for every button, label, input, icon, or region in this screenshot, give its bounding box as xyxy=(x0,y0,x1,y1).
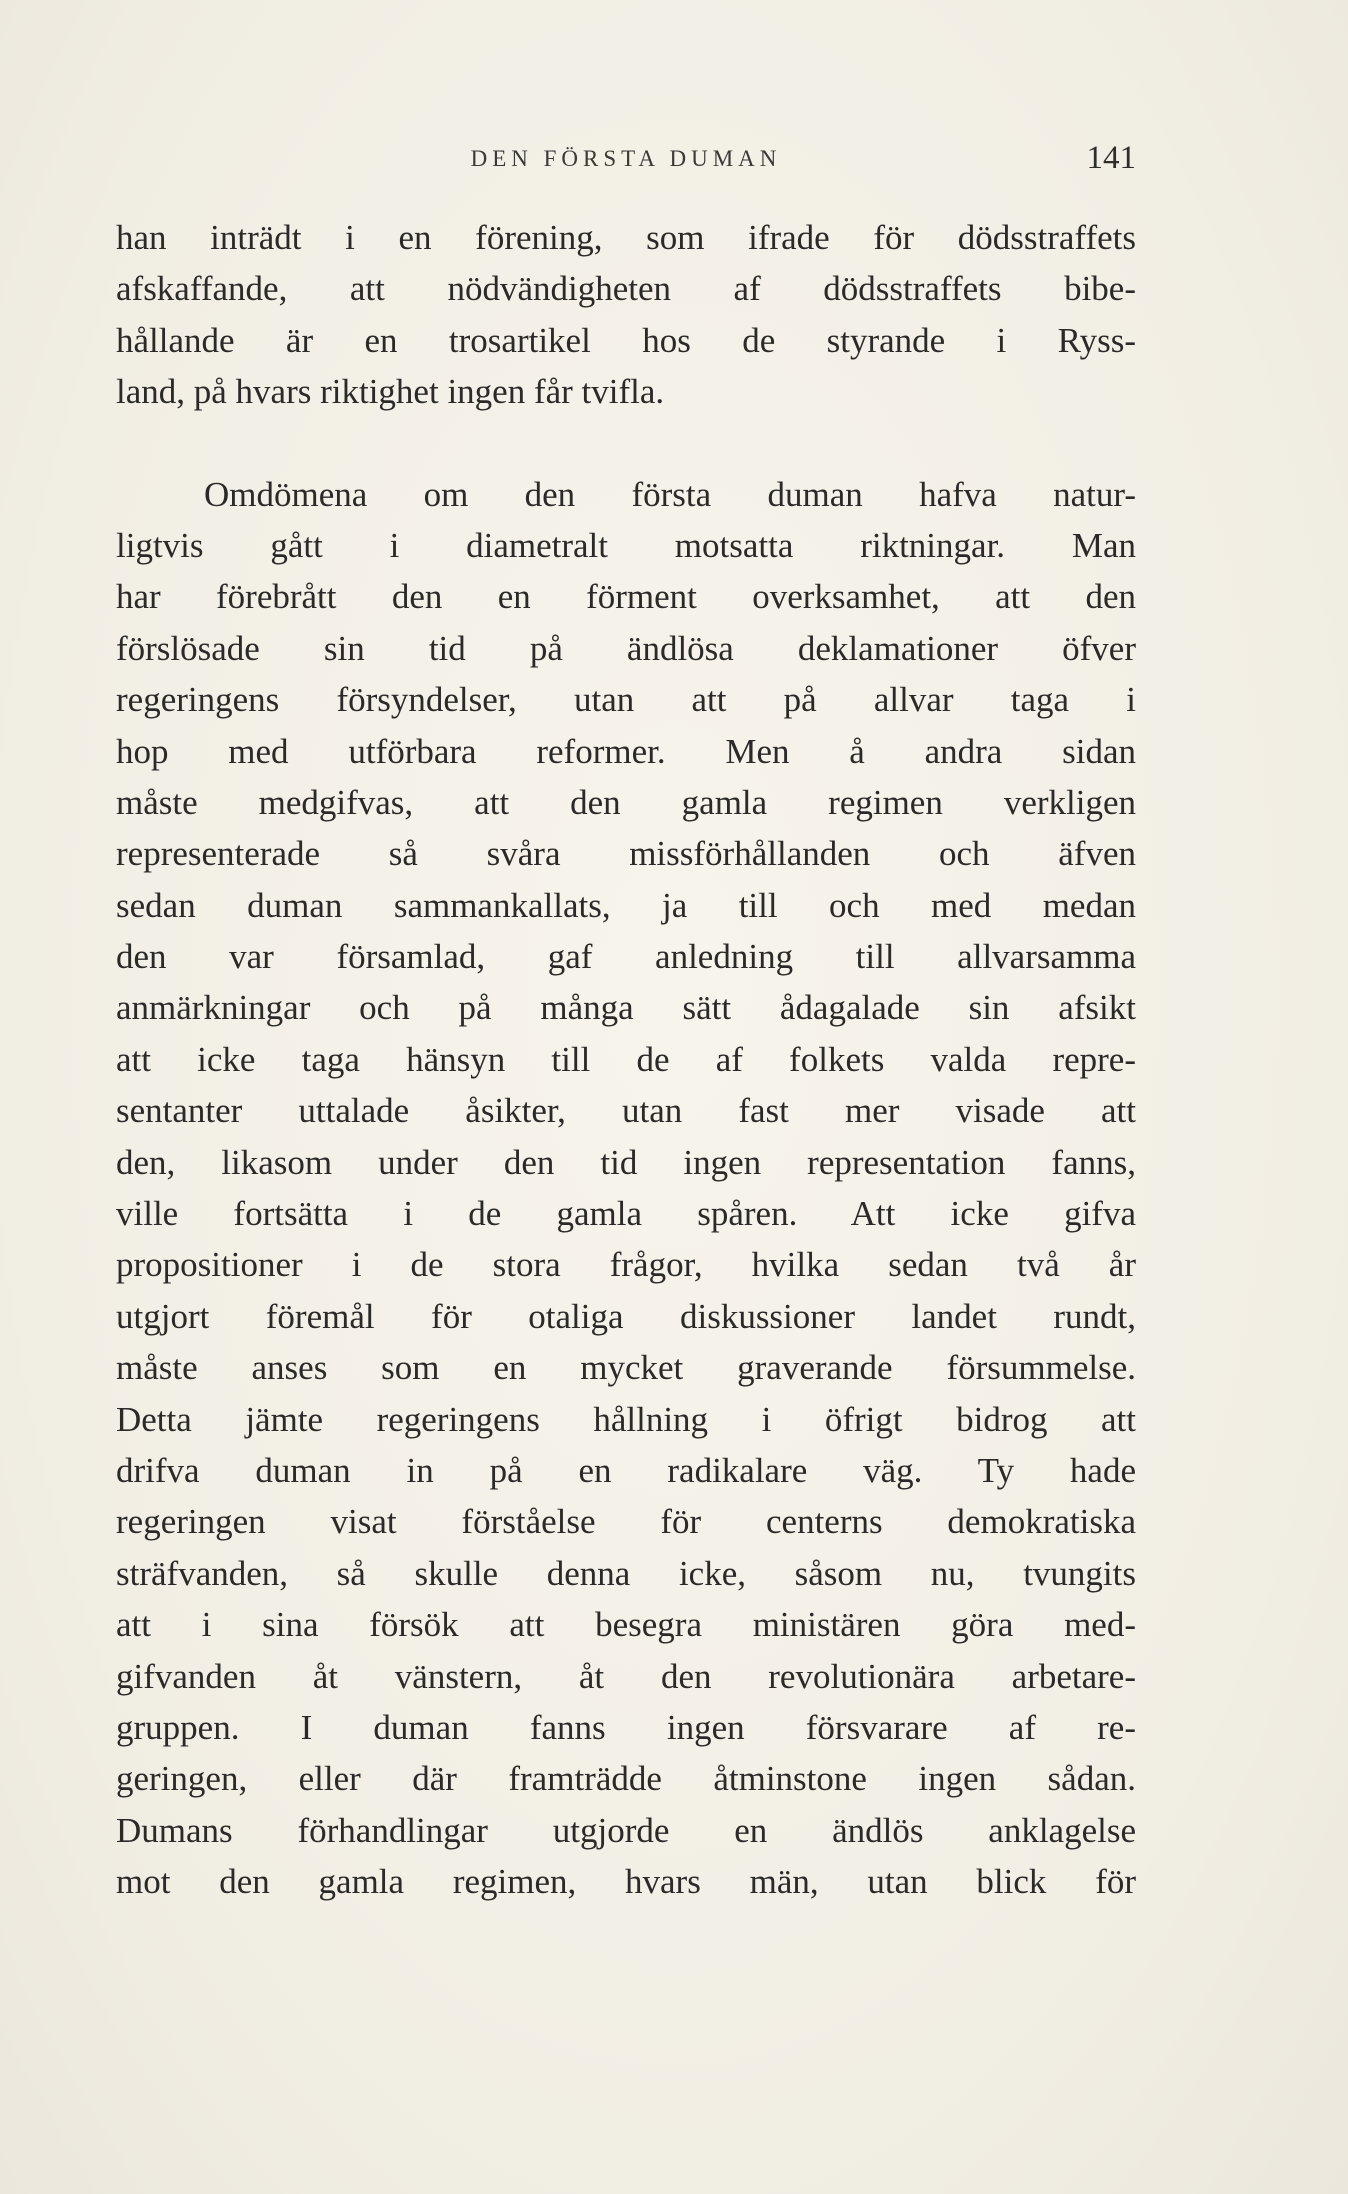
paragraph-spacer xyxy=(116,418,1136,469)
text-line: Detta jämte regeringens hållning i öfrigt bidrog att xyxy=(116,1399,1136,1439)
text-line: måste anses som en mycket graverande försummelse. xyxy=(116,1348,1136,1388)
text-line: regeringens försyndelser, utan att på allvar taga i xyxy=(116,680,1136,720)
body-text xyxy=(116,212,1136,1908)
text-line: den var församlad, gaf anledning till allvarsamma xyxy=(116,937,1136,977)
text-line: den, likasom under den tid ingen representation fanns, xyxy=(116,1142,1136,1182)
text-line: drifva duman in på en radikalare väg. Ty hade xyxy=(116,1450,1136,1490)
text-line: måste medgifvas, att den gamla regimen verkligen xyxy=(116,782,1136,822)
text-line: anmärkningar och på många sätt ådagalade sin afsikt xyxy=(116,988,1136,1028)
text-line: Dumans förhandlingar utgjorde en ändlös anklagelse xyxy=(116,1810,1136,1850)
text-line: afskaffande, att nödvändigheten af dödsstraffets bibe- xyxy=(116,269,1136,309)
text-line: hållande är en trosartikel hos de styrande i Ryss- xyxy=(116,320,1136,360)
text-line: land, på hvars riktighet ingen får tvifla. xyxy=(116,372,665,412)
paragraph-2 xyxy=(116,469,1136,1908)
text-line: mot den gamla regimen, hvars män, utan blick för xyxy=(116,1862,1136,1902)
text-line: att i sina försök att besegra ministären göra med- xyxy=(116,1605,1136,1645)
text-line: gruppen. I duman fanns ingen försvarare af re- xyxy=(116,1707,1136,1747)
text-line: ville fortsätta i de gamla spåren. Att icke gifva xyxy=(116,1194,1136,1234)
text-line: utgjort föremål för otaliga diskussioner landet rundt, xyxy=(116,1296,1136,1336)
text-line: propositioner i de stora frågor, hvilka sedan två år xyxy=(116,1245,1136,1285)
text-line: sentanter uttalade åsikter, utan fast mer visade att xyxy=(116,1091,1136,1131)
running-head: DEN FÖRSTA DUMAN xyxy=(470,146,782,171)
text-line: hop med utförbara reformer. Men å andra sidan xyxy=(116,731,1136,771)
text-line: har förebrått den en förment overksamhet, att den xyxy=(116,577,1136,617)
text-line: geringen, eller där framträdde åtminstone ingen sådan. xyxy=(116,1759,1136,1799)
text-line: ligtvis gått i diametralt motsatta riktningar. Man xyxy=(116,525,1136,565)
page-header xyxy=(116,140,1136,184)
text-line: att icke taga hänsyn till de af folkets valda repre- xyxy=(116,1039,1136,1079)
text-line: förslösade sin tid på ändlösa deklamationer öfver xyxy=(116,628,1136,668)
text-line: han inträdt i en förening, som ifrade för dödsstraffets xyxy=(116,218,1136,257)
text-line: representerade så svåra missförhållanden och äfven xyxy=(116,834,1136,874)
text-line: gifvanden åt vänstern, åt den revolutionära arbetare- xyxy=(116,1656,1136,1696)
page-number: 141 xyxy=(1086,140,1136,176)
text-line: regeringen visat förståelse för centerns demokratiska xyxy=(116,1502,1136,1542)
text-line: Omdömena om den första duman hafva natur- xyxy=(204,474,1136,514)
paragraph-1 xyxy=(116,212,1136,418)
text-line: sträfvanden, så skulle denna icke, såsom nu, tvungits xyxy=(116,1553,1136,1593)
text-line: sedan duman sammankallats, ja till och med medan xyxy=(116,885,1136,925)
